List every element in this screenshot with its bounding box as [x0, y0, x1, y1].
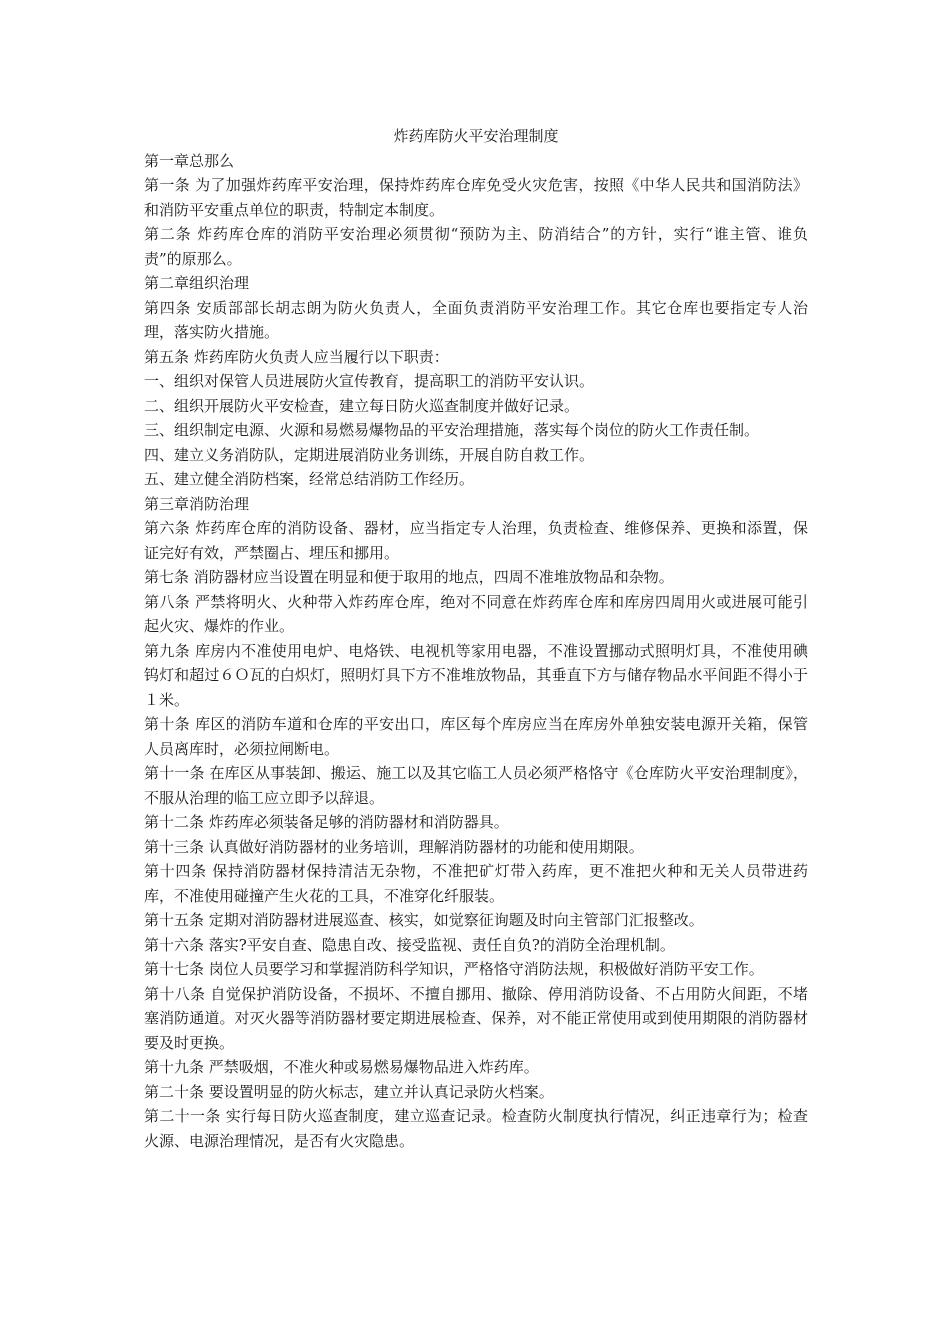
document-body: [144, 124, 808, 1153]
article-paragraph: 第十五条 定期对消防器材进展巡查、核实，如觉察征询题及时向主管部门汇报整改。: [144, 911, 704, 929]
article-paragraph: 第二条 炸药库仓库的消防平安治理必须贯彻“预防为主、防消结合”的方针，实行“谁主管、谁负责”的原那么。: [144, 225, 808, 268]
list-item: 二、组织开展防火平安检查，建立每日防火巡查制度并做好记录。: [144, 396, 580, 415]
chapter-heading: 第二章组织治理: [144, 274, 250, 292]
article-paragraph: 第十四条 保持消防器材保持清洁无杂物，不准把矿灯带入药库，更不准把火种和无关人员带进药库，不准使用碰撞产生火花的工具，不准穿化纤服装。: [144, 862, 808, 905]
article-paragraph: 第八条 严禁将明火、火种带入炸药库仓库，绝对不同意在炸药库仓库和库房四周用火或进展可能引起火灾、爆炸的作业。: [144, 592, 808, 635]
chapter-heading: 第一章总那么: [144, 151, 235, 170]
article-paragraph: 第十条 库区的消防车道和仓库的平安出口，库区每个库房应当在库房外单独安装电源开关箱，保管人员离库时，必须拉闸断电。: [144, 715, 808, 758]
article-paragraph: 第二十一条 实行每日防火巡查制度，建立巡查记录。检查防火制度执行情况，纠正违章行为；检查火源、电源治理情况，是否有火灾隐患。: [144, 1107, 808, 1150]
article-paragraph: 第十三条 认真做好消防器材的业务培训，理解消防器材的功能和使用期限。: [144, 837, 644, 856]
list-item: 四、建立义务消防队，定期进展消防业务训练，开展自防自救工作。: [144, 445, 595, 464]
article-paragraph: 第二十条 要设置明显的防火标志，建立并认真记录防火档案。: [144, 1082, 554, 1101]
article-paragraph: 第十八条 自觉保护消防设备，不损坏、不擅自挪用、撤除、停用消防设备、不占用防火间距，不堵塞消防通道。对灭火器等消防器材要定期进展检查、保养，对不能正常使用或到使用期限的消防器材要及时更换。: [144, 984, 808, 1052]
chapter-heading: 第三章消防治理: [144, 494, 250, 513]
article-paragraph: 第十一条 在库区从事装卸、搬运、施工以及其它临工人员必须严格恪守《仓库防火平安治理制度》，不服从治理的临工应立即予以辞退。: [144, 764, 808, 807]
article-paragraph: 第十六条 落实?平安自查、隐患自改、接受监视、责任自负?的消防全治理机制。: [144, 935, 675, 954]
article-paragraph: 第六条 炸药库仓库的消防设备、器材，应当指定专人治理，负责检查、维修保养、更换和添置，保证完好有效，严禁圈占、埋压和挪用。: [144, 519, 808, 562]
article-paragraph: 第九条 库房内不准使用电炉、电烙铁、电视机等家用电器，不准设置挪动式照明灯具，不准使用碘钨灯和超过６Ｏ瓦的白炽灯，照明灯具下方不准堆放物品，其垂直下方与储存物品水平间距不得小于１米。: [144, 641, 808, 709]
article-paragraph: 第五条 炸药库防火负责人应当履行以下职责：: [144, 347, 449, 366]
article-paragraph: 第四条 安质部部长胡志朗为防火负责人，全面负责消防平安治理工作。其它仓库也要指定专人治理，落实防火措施。: [144, 298, 808, 341]
article-paragraph: 第十七条 岗位人员要学习和掌握消防科学知识，严格恪守消防法规，积极做好消防平安工作。: [144, 960, 764, 978]
list-item: 一、组织对保管人员进展防火宣传教育，提高职工的消防平安认识。: [144, 372, 595, 390]
list-item: 五、建立健全消防档案，经常总结消防工作经历。: [144, 470, 475, 488]
article-paragraph: 第十九条 严禁吸烟，不准火种或易燃易爆物品进入炸药库。: [144, 1058, 539, 1076]
document-title: 炸药库防火平安治理制度: [393, 127, 559, 145]
list-item: 三、组织制定电源、火源和易燃易爆物品的平安治理措施，落实每个岗位的防火工作责任制。: [144, 421, 760, 439]
article-paragraph: 第十二条 炸药库必须装备足够的消防器材和消防器具。: [144, 813, 509, 831]
article-paragraph: 第七条 消防器材应当设置在明显和便于取用的地点，四周不准堆放物品和杂物。: [144, 568, 674, 586]
article-paragraph: 第一条 为了加强炸药库平安治理，保持炸药库仓库免受火灾危害，按照《中华人民共和国消防法》和消防平安重点单位的职责，特制定本制度。: [144, 176, 808, 219]
